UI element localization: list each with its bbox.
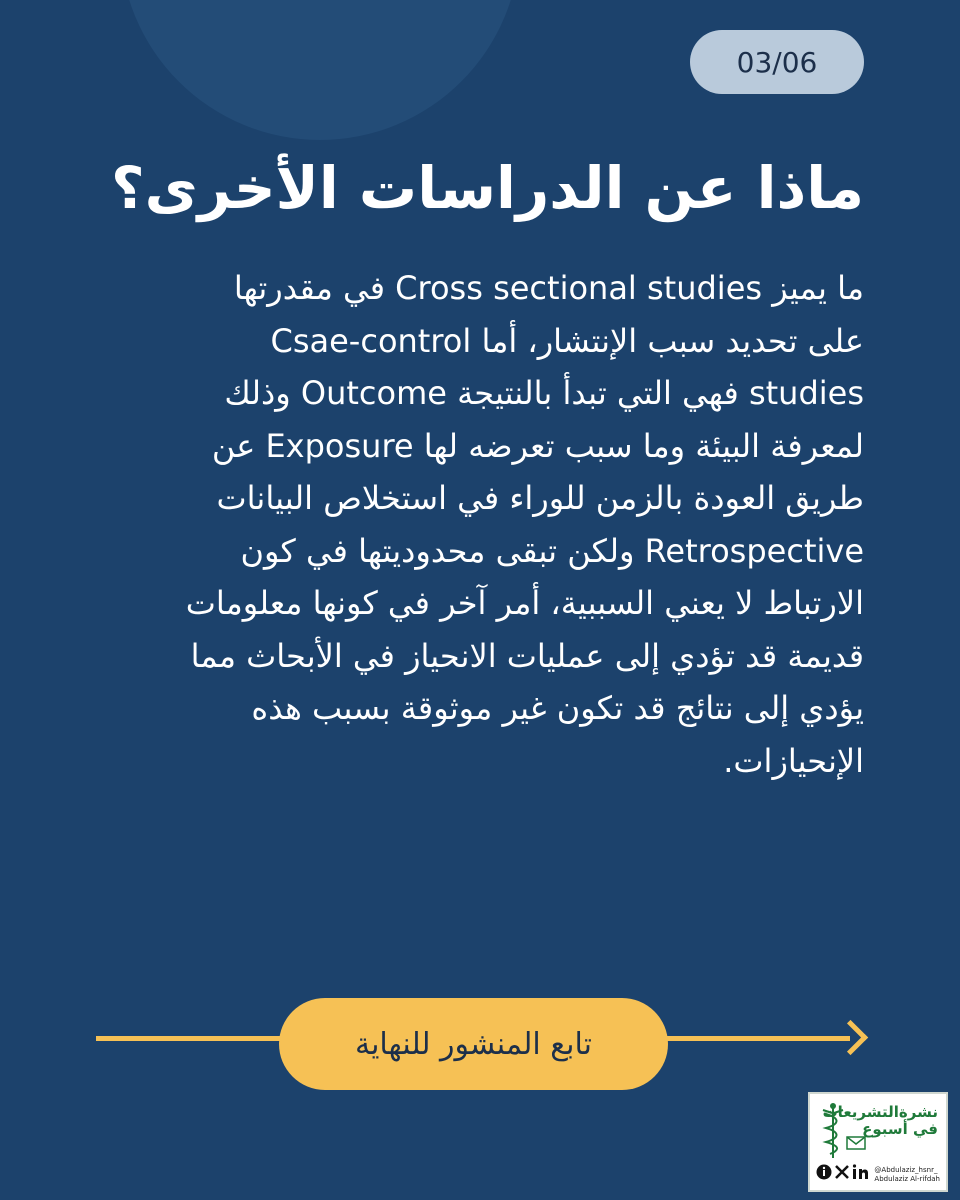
continue-reading-label: تابع المنشور للنهاية [354, 1026, 593, 1062]
body-line: Retrospective ولكن تبقى محدوديتها في كون [240, 531, 864, 570]
continue-reading-button[interactable] [279, 998, 668, 1090]
body-line: الارتباط لا يعني السببية، أمر آخر في كونها معلومات [185, 584, 864, 622]
body-line: على تحديد سبب الإنتشار، أما Csae-control [270, 321, 864, 360]
linkedin-icon [852, 1164, 870, 1180]
x-icon [834, 1164, 850, 1180]
body-line: studies فهي التي تبدأ بالنتيجة Outcome وذلك [224, 374, 864, 412]
page-title: ماذا عن الدراسات الأخرى؟ [110, 154, 864, 222]
body-text [94, 262, 864, 787]
body-line: الإنحيازات. [723, 741, 864, 780]
body-line: قديمة قد تؤدي إلى عمليات الانحياز في الأبحاث مما [190, 636, 864, 675]
body-line: يؤدي إلى نتائج قد تكون غير موثوقة بسبب هذه [251, 689, 864, 727]
envelope-icon [846, 1136, 866, 1150]
instagram-icon [816, 1164, 832, 1180]
brand-title-line: في أسبوع [862, 1120, 938, 1138]
arrow-right-icon [833, 1020, 868, 1055]
social-icons [816, 1164, 870, 1180]
body-line: طريق العودة بالزمن للوراء في استخلاص البيانات [216, 479, 864, 517]
brand-logo [808, 1092, 948, 1192]
body-line: لمعرفة البيئة وما سبب تعرضه لها Exposure عن [211, 426, 864, 465]
body-line: ما يميز Cross sectional studies في مقدرتها [233, 269, 864, 307]
brand-title [823, 1104, 938, 1138]
brand-title-line: نشرةالتشريعات [822, 1103, 938, 1121]
background-circle [120, 0, 520, 140]
social-handle: @Abdulaziz_hsnr_ [874, 1166, 938, 1174]
page-counter: 03/06 [690, 30, 864, 94]
social-handles [874, 1166, 940, 1184]
social-handle: Abdulaziz Al-rifdah [874, 1175, 940, 1183]
